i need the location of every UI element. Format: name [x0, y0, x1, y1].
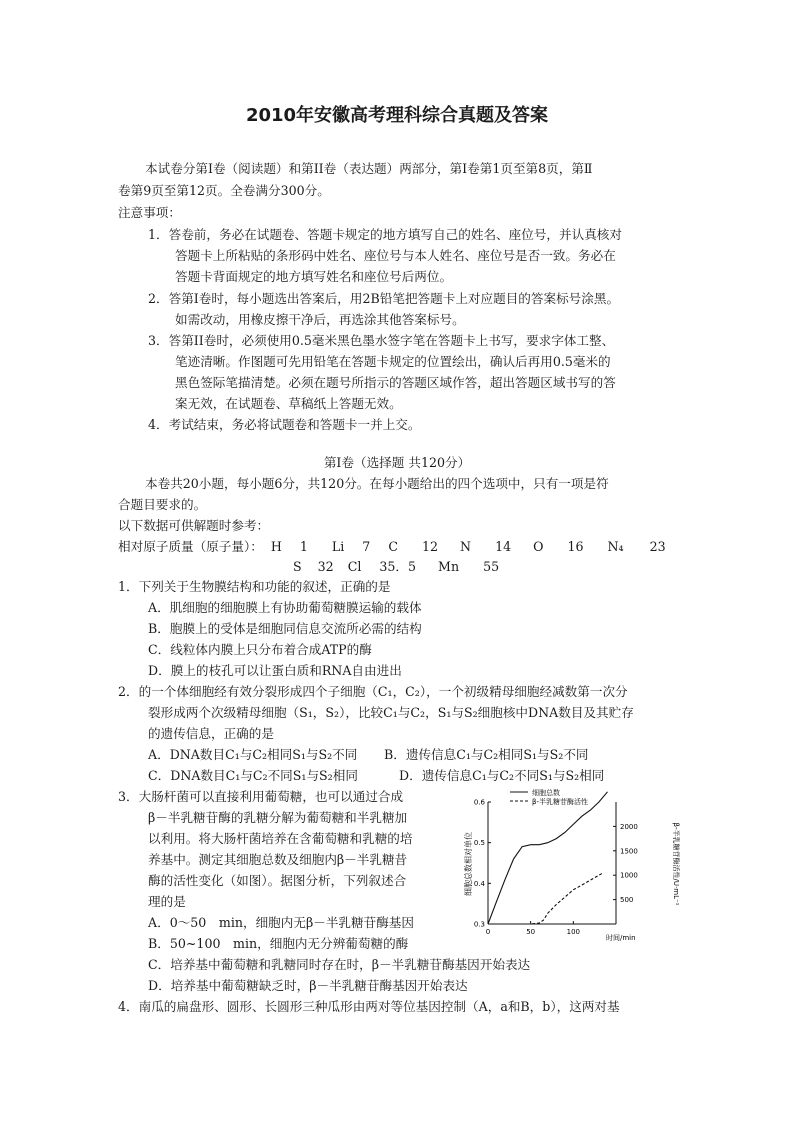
- answer-option: D．膜上的枝孔可以让蛋白质和RNA自由进出: [148, 663, 402, 678]
- x-tick-label: 50: [526, 928, 536, 936]
- answer-option: A．0～50 min，细胞内无β－半乳糖苷酶基因: [148, 915, 414, 930]
- question-stem: 3．大肠杆菌可以直接利用葡萄糖，也可以通过合成: [118, 789, 404, 804]
- left-tick-label: 0.6: [473, 798, 485, 807]
- element-mass: 1: [299, 539, 308, 554]
- note-line: 4．考试结束，务必将试题卷和答题卡一并上交。: [148, 417, 421, 432]
- answer-option: C．DNA数目C₁与C₂不同S₁与S₂相同: [148, 768, 358, 783]
- note-line: 2．答第Ⅰ卷时，每小题选出答案后，用2B铅笔把答题卡上对应题目的答案标号涂黑。: [148, 291, 620, 306]
- note-line: 如需改动，用橡皮擦干净后，再选涂其他答案标号。: [175, 312, 465, 327]
- answer-option: B．胞膜上的受体是细胞同信息交流所必需的结构: [148, 621, 422, 636]
- question-stem: 理的是: [148, 894, 186, 909]
- right-tick-label: 1500: [620, 847, 638, 856]
- element-mass: 35．5: [379, 559, 417, 574]
- element-mass: 7: [362, 539, 371, 554]
- left-tick-label: 0.3: [473, 920, 485, 929]
- element-symbol: Li: [331, 539, 345, 554]
- bacteria-growth-chart: [458, 784, 683, 944]
- legend-label: 细胞总数: [532, 789, 560, 797]
- element-symbol: O: [533, 539, 544, 554]
- atomic-mass-row: [293, 556, 499, 577]
- note-line: 黑色签际笔描清楚。必须在题号所指示的答题区域作答，超出答题区域书写的答: [175, 375, 616, 390]
- cell-count-line: [488, 792, 608, 924]
- right-tick-label: 1000: [620, 871, 638, 880]
- element-symbol: N: [460, 539, 472, 554]
- question-stem: 的遗传信息，正确的是: [148, 726, 274, 741]
- answer-option: B．50~100 min，细胞内无分辨葡萄糖的酶: [148, 936, 409, 951]
- element-symbol: Mn: [438, 559, 460, 574]
- element-mass: 16: [567, 539, 584, 554]
- chart-legend: [510, 788, 588, 806]
- question-stem: 2．的一个体细胞经有效分裂形成四个子细胞（C₁，C₂），一个初级精母细胞经减数第一次分: [118, 684, 628, 699]
- note-line: 答题卡上所粘贴的条形码中姓名、座位号与本人姓名、座位号是否一致。务必在: [175, 248, 616, 263]
- x-axis-label: 时间/min: [606, 934, 636, 942]
- intro-line: 本试卷分第Ⅰ卷（阅读题）和第II卷（表达题）两部分，第Ⅰ卷第1页至第8页，第Ⅱ: [145, 161, 593, 176]
- y-axis-left-label: 细胞总数相对单位: [464, 832, 473, 896]
- element-symbol: H: [270, 539, 282, 554]
- question-stem: 4．南瓜的扁盘形、圆形、长圆形三种瓜形由两对等位基因控制（A，a和B，b），这两对基: [118, 999, 620, 1014]
- x-tick-label: 0: [485, 928, 491, 936]
- x-tick-label: 100: [566, 928, 581, 936]
- page-title: 2010年安徽高考理科综合真题及答案: [245, 105, 549, 126]
- section-title: 第Ⅰ卷（选择题 共120分）: [323, 455, 471, 470]
- notes-heading: 注意事项：: [118, 205, 181, 220]
- note-line: 笔迹清晰。作图题可先用铅笔在答题卡规定的位置绘出，确认后再用0.5毫米的: [175, 354, 611, 369]
- answer-option: D．遗传信息C₁与C₂不同S₁与S₂相同: [399, 768, 605, 783]
- element-symbol: N₄: [607, 539, 624, 554]
- y-axis-right-label: β-半乳糖苷酶活性/U·mL⁻¹: [672, 822, 680, 906]
- question-stem: 1．下列关于生物膜结构和功能的叙述，正确的是: [118, 579, 391, 594]
- answer-option: B．遗传信息C₁与C₂相同S₁与S₂不同: [384, 747, 589, 762]
- element-mass: 14: [495, 539, 512, 554]
- reference-line: 以下数据可供解题时参考：: [118, 518, 270, 533]
- note-line: 1．答卷前，务必在试题卷、答题卡规定的地方填写自己的姓名、座位号，并认真核对: [148, 227, 622, 242]
- element-mass: 32: [317, 559, 334, 574]
- element-mass: 23: [649, 539, 666, 554]
- element-symbol: S: [293, 559, 302, 574]
- right-tick-label: 2000: [620, 822, 638, 831]
- element-mass: 55: [483, 559, 500, 574]
- question-stem: 养基中。测定其细胞总数及细胞内β－半乳糖昔: [148, 852, 408, 867]
- note-line: 案无效，在试题卷、草稿纸上答题无效。: [175, 396, 402, 411]
- question-stem: 裂形成两个次级精母细胞（S₁，S₂），比较C₁与C₂，S₁与S₂细胞核中DNA数目及其贮存: [148, 705, 634, 720]
- element-symbol: C: [388, 539, 398, 554]
- left-tick-label: 0.5: [473, 839, 485, 848]
- left-tick-label: 0.4: [473, 879, 485, 888]
- note-line: 3．答第II卷时，必须使用0.5毫米黑色墨水签字笔在答题卡上书写，要求字体工整、: [148, 333, 615, 348]
- chart-axes: [488, 802, 616, 924]
- enzyme-activity-line: [522, 873, 603, 924]
- legend-label: β-半乳糖苷酶活性: [532, 798, 588, 806]
- answer-option: C．培养基中葡萄糖和乳糖同时存在时，β－半乳糖苷酶基因开始表达: [148, 957, 531, 972]
- section-intro-line: 本卷共20小题，每小题6分，共120分。在每小题给出的四个选项中，只有一项是符: [145, 476, 609, 491]
- question-stem: 以利用。将大肠杆菌培养在含葡萄糖和乳糖的培: [148, 831, 413, 846]
- question-stem: β－半乳糖苷酶的乳糖分解为葡萄糖和半乳糖加: [148, 810, 408, 825]
- question-stem: 酶的活性变化（如图）。据图分析，下列叙述合: [148, 873, 407, 888]
- answer-option: D．培养基中葡萄糖缺乏时，β－半乳糖苷酶基因开始表达: [148, 978, 468, 993]
- answer-option: A．DNA数目C₁与C₂相同S₁与S₂不同: [148, 747, 358, 762]
- note-line: 答题卡背面规定的地方填写姓名和座位号后两位。: [175, 269, 453, 284]
- answer-option: C．线粒体内膜上只分布着合成ATP的酶: [148, 642, 372, 657]
- section-intro-line: 合题目要求的。: [118, 497, 207, 512]
- answer-option: A．肌细胞的细胞膜上有协助葡萄糖膜运输的载体: [148, 600, 422, 615]
- element-symbol: Cl: [347, 559, 362, 574]
- intro-line: 卷第9页至第12页。全卷满分300分。: [118, 183, 330, 198]
- right-tick-label: 500: [620, 896, 634, 905]
- element-mass: 12: [421, 539, 439, 554]
- atomic-mass-label: 相对原子质量（原子量）：: [118, 539, 263, 554]
- atomic-mass-row: [118, 536, 666, 557]
